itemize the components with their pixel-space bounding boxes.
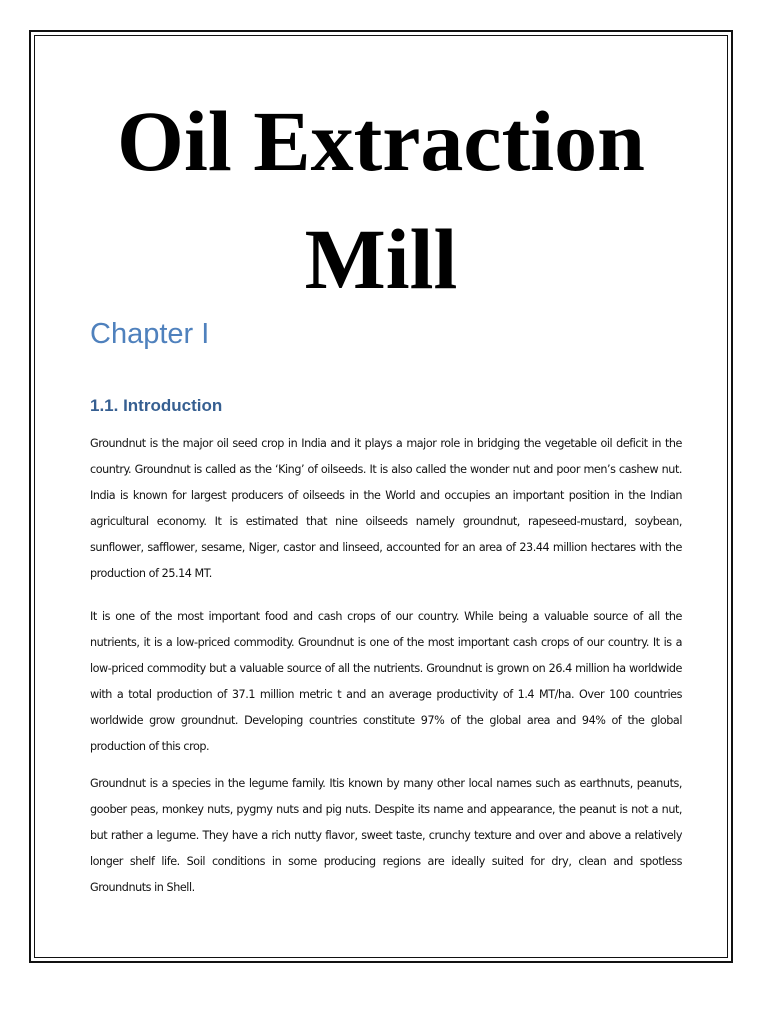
chapter-heading: Chapter I (90, 318, 210, 350)
section-heading: 1.1. Introduction (90, 396, 223, 415)
paragraph-1: Groundnut is the major oil seed crop in India and it plays a major role in bridging the vegetable oil deficit in the country. Groundnut is called as the ‘King’ of oilseeds. It is also called the wonder nut and poor men’s cashew nut. India is known for largest producers of oilseeds in the World and occupies an important position in the Indian agricultural economy. It is estimated that nine oilseeds namely groundnut, rapeseed-mustard, soybean, sunflower, safflower, sesame, Niger, castor and linseed, accounted for an area of 23.44 million hectares with the production of 25.14 MT. (90, 437, 682, 580)
paragraph-2: It is one of the most important food and cash crops of our country. While being a valuable source of all the nutrients, it is a low-priced commodity. Groundnut is one of the most important cash crops of our country. It is a low-priced commodity but a valuable source of all the nutrients. Groundnut is grown on 26.4 million ha worldwide with a total production of 37.1 million metric t and an average productivity of 1.4 MT/ha. Over 100 countries worldwide grow groundnut. Developing countries constitute 97% of the global area and 94% of the global production of this crop. (90, 610, 682, 753)
paragraph-3: Groundnut is a species in the legume family. Itis known by many other local names such as earthnuts, peanuts, goober peas, monkey nuts, pygmy nuts and pig nuts. Despite its name and appearance, the peanut is not a nut, but rather a legume. They have a rich nutty flavor, sweet taste, crunchy texture and over and above a relatively longer shelf life. Soil conditions in some producing regions are ideally suited for dry, clean and spotless Groundnuts in Shell. (90, 777, 682, 894)
document-title: Oil Extraction Mill (117, 93, 645, 307)
